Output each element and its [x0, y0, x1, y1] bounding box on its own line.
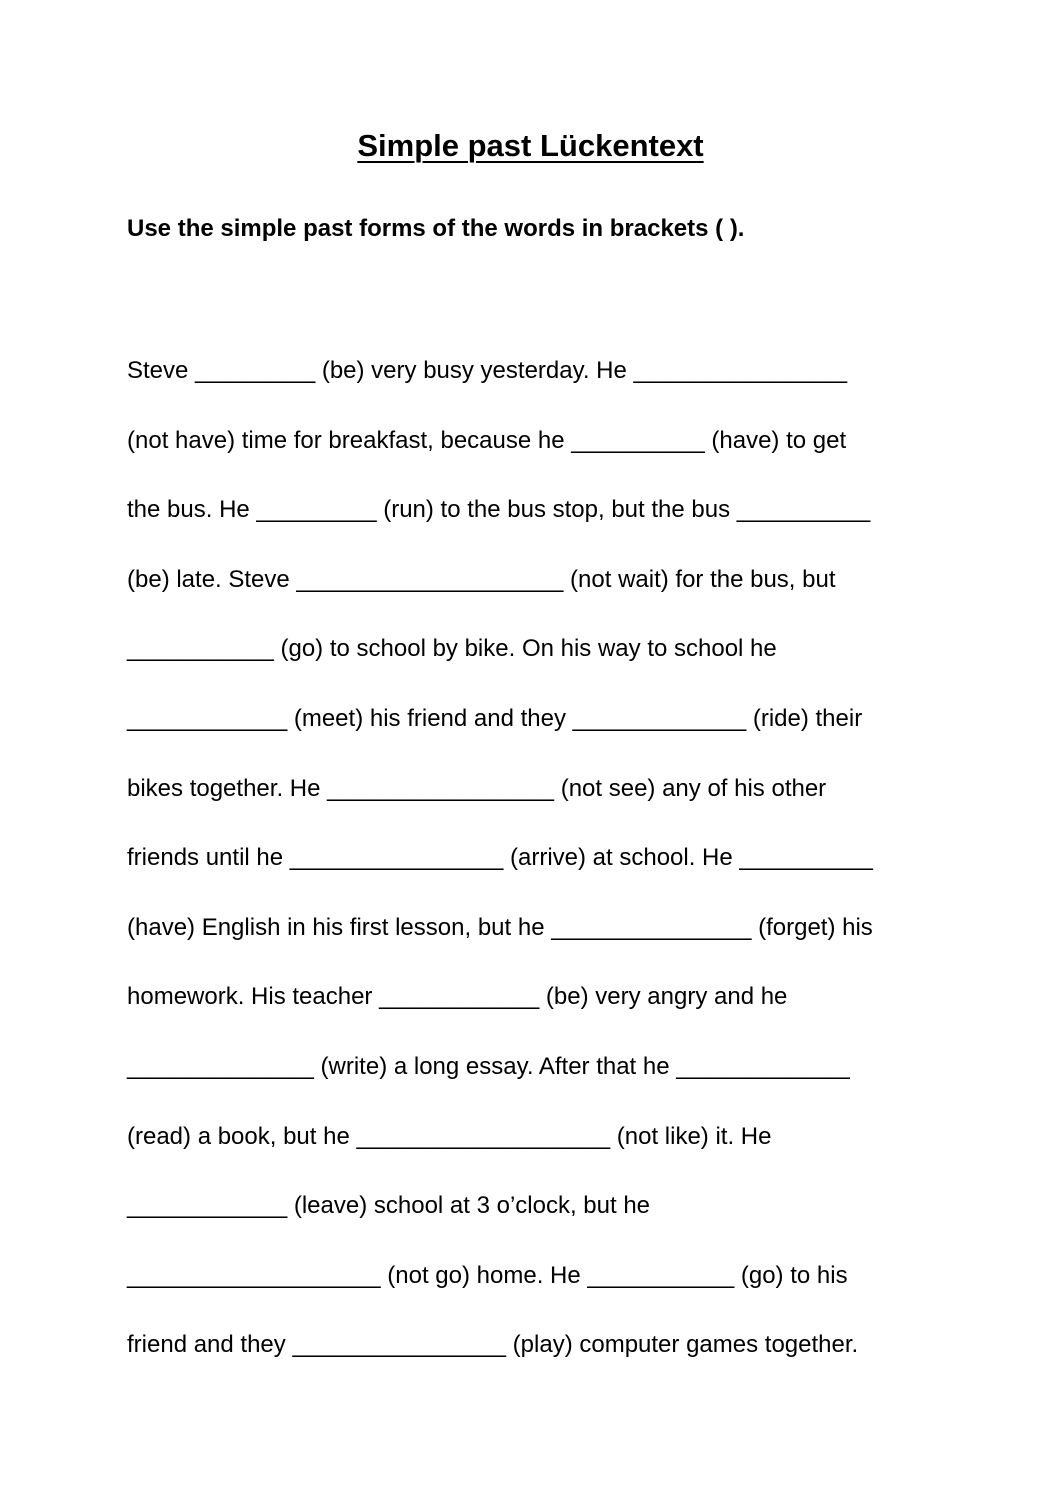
text-line: ___________________ (not go) home. He ___________ (go) to his: [127, 1261, 848, 1289]
text-line: ___________ (go) to school by bike. On his way to school he: [127, 635, 777, 663]
text-line: ______________ (write) a long essay. After that he _____________: [127, 1052, 850, 1080]
text-line: the bus. He _________ (run) to the bus stop, but the bus __________: [127, 496, 871, 524]
gap-fill-text: [127, 354, 947, 1398]
text-line: bikes together. He _________________ (not see) any of his other: [127, 774, 827, 802]
text-line: friends until he ________________ (arrive) at school. He __________: [127, 844, 873, 872]
instruction-text: Use the simple past forms of the words in brackets ( ).: [127, 215, 745, 242]
text-line: (be) late. Steve ____________________ (not wait) for the bus, but: [127, 565, 836, 593]
text-line: ____________ (leave) school at 3 o’clock, but he: [127, 1192, 651, 1220]
text-line: ____________ (meet) his friend and they _____________ (ride) their: [127, 704, 863, 732]
text-line: (have) English in his first lesson, but he _______________ (forget) his: [127, 913, 873, 941]
text-line: friend and they ________________ (play) computer games together.: [127, 1331, 859, 1359]
text-line: (not have) time for breakfast, because he __________ (have) to get: [127, 426, 847, 454]
worksheet-title: Simple past Lückentext: [357, 128, 704, 163]
text-line: homework. His teacher ____________ (be) very angry and he: [127, 983, 788, 1011]
text-line: Steve _________ (be) very busy yesterday. He ________________: [127, 357, 848, 384]
text-line: (read) a book, but he ___________________ (not like) it. He: [127, 1122, 772, 1150]
